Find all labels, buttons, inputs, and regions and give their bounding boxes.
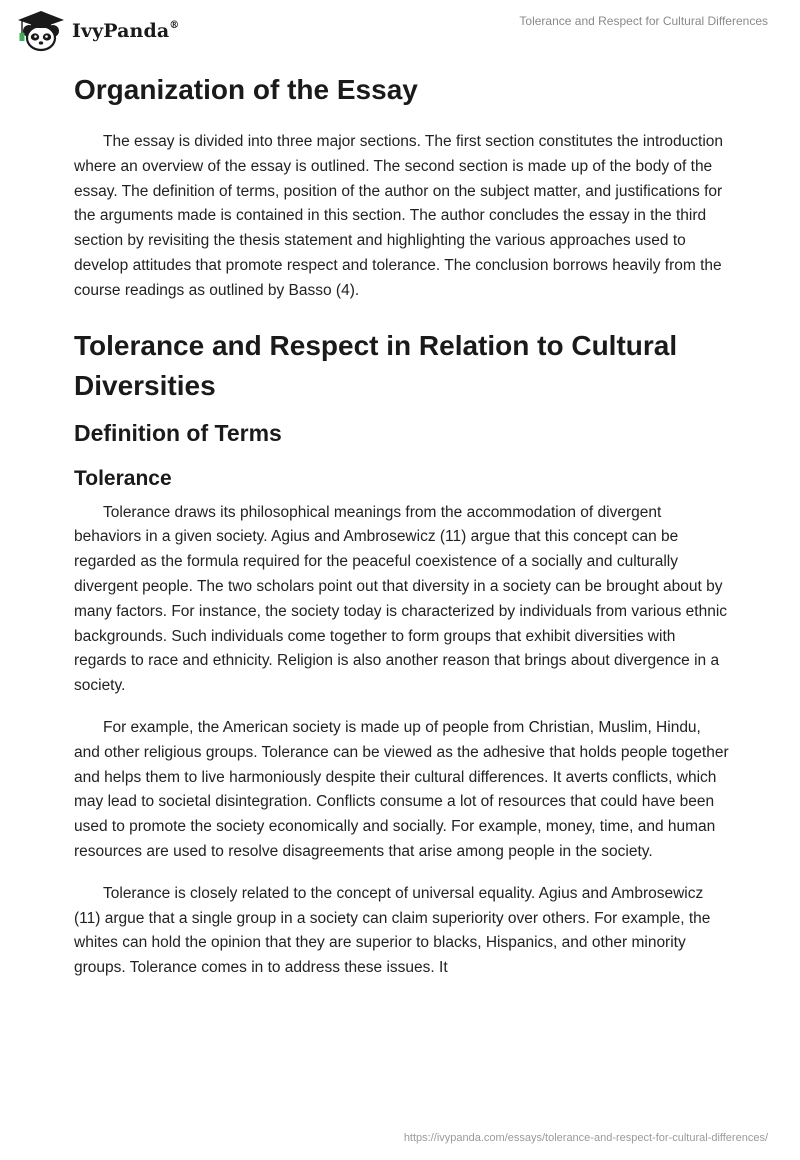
subheading-definition-of-terms: Definition of Terms (74, 419, 282, 446)
document-title: Tolerance and Respect for Cultural Differences (519, 14, 768, 28)
paragraph-organization: The essay is divided into three major sections. The first section constitutes the introduction where an overview of the essay is outlined. The second section is made up of the body of the essay. The definition of terms, position of the author on the subject matter, and justifications for the arguments made is contained in this section. The author concludes the essay in the third section by revisiting the thesis statement and highlighting the various approaches used to develop attitudes that promote respect and tolerance. The conclusion borrows heavily from the course readings as outlined by Basso (4). (74, 133, 724, 299)
brand-name: IvyPanda® (72, 19, 180, 42)
section-heading-organization: Organization of the Essay (74, 74, 418, 105)
essay-content (74, 70, 730, 998)
paragraph-tolerance-2: For example, the American society is made up of people from Christian, Muslim, Hindu, and other religious groups. Tolerance can be viewed as the adhesive that holds people together and helps them to live harmoniously despite their cultural differences. It averts conflicts, which may lead to societal disintegration. Conflicts consume a lot of resources that could have been used to promote the society economically and socially. For example, money, time, and human resources are used to resolve disagreements that arise among people in the society. (74, 718, 729, 860)
panda-graduation-cap-icon (14, 9, 68, 53)
brand-logo[interactable] (14, 9, 179, 53)
source-url[interactable]: https://ivypanda.com/essays/tolerance-and-respect-for-cultural-differences/ (403, 1132, 768, 1144)
paragraph-tolerance-1: Tolerance draws its philosophical meanings from the accommodation of divergent behaviors in a given society. Agius and Ambrosewicz (11) argue that this concept can be regarded as the formula required for the peaceful coexistence of a socially and culturally divergent people. The two scholars point out that diversity in a society can be brought about by many factors. For instance, the society today is characterized by individuals from various ethnic backgrounds. Such individuals come together to form groups that exhibit diversities with regards to race and ethnicity. Religion is also another reason that brings about divergence in a society. (74, 503, 728, 695)
paragraph-tolerance-3: Tolerance is closely related to the concept of universal equality. Agius and Ambrosewicz (11) argue that a single group in a society can claim superiority over others. For example, the whites can hold the opinion that they are superior to blacks, Hispanics, and other minority groups. Tolerance comes in to address these issues. It (74, 884, 711, 977)
section-heading-relation: Tolerance and Respect in Relation to Cultural Diversities (74, 329, 678, 401)
subsubheading-tolerance: Tolerance (74, 466, 172, 490)
page-header (0, 0, 800, 60)
